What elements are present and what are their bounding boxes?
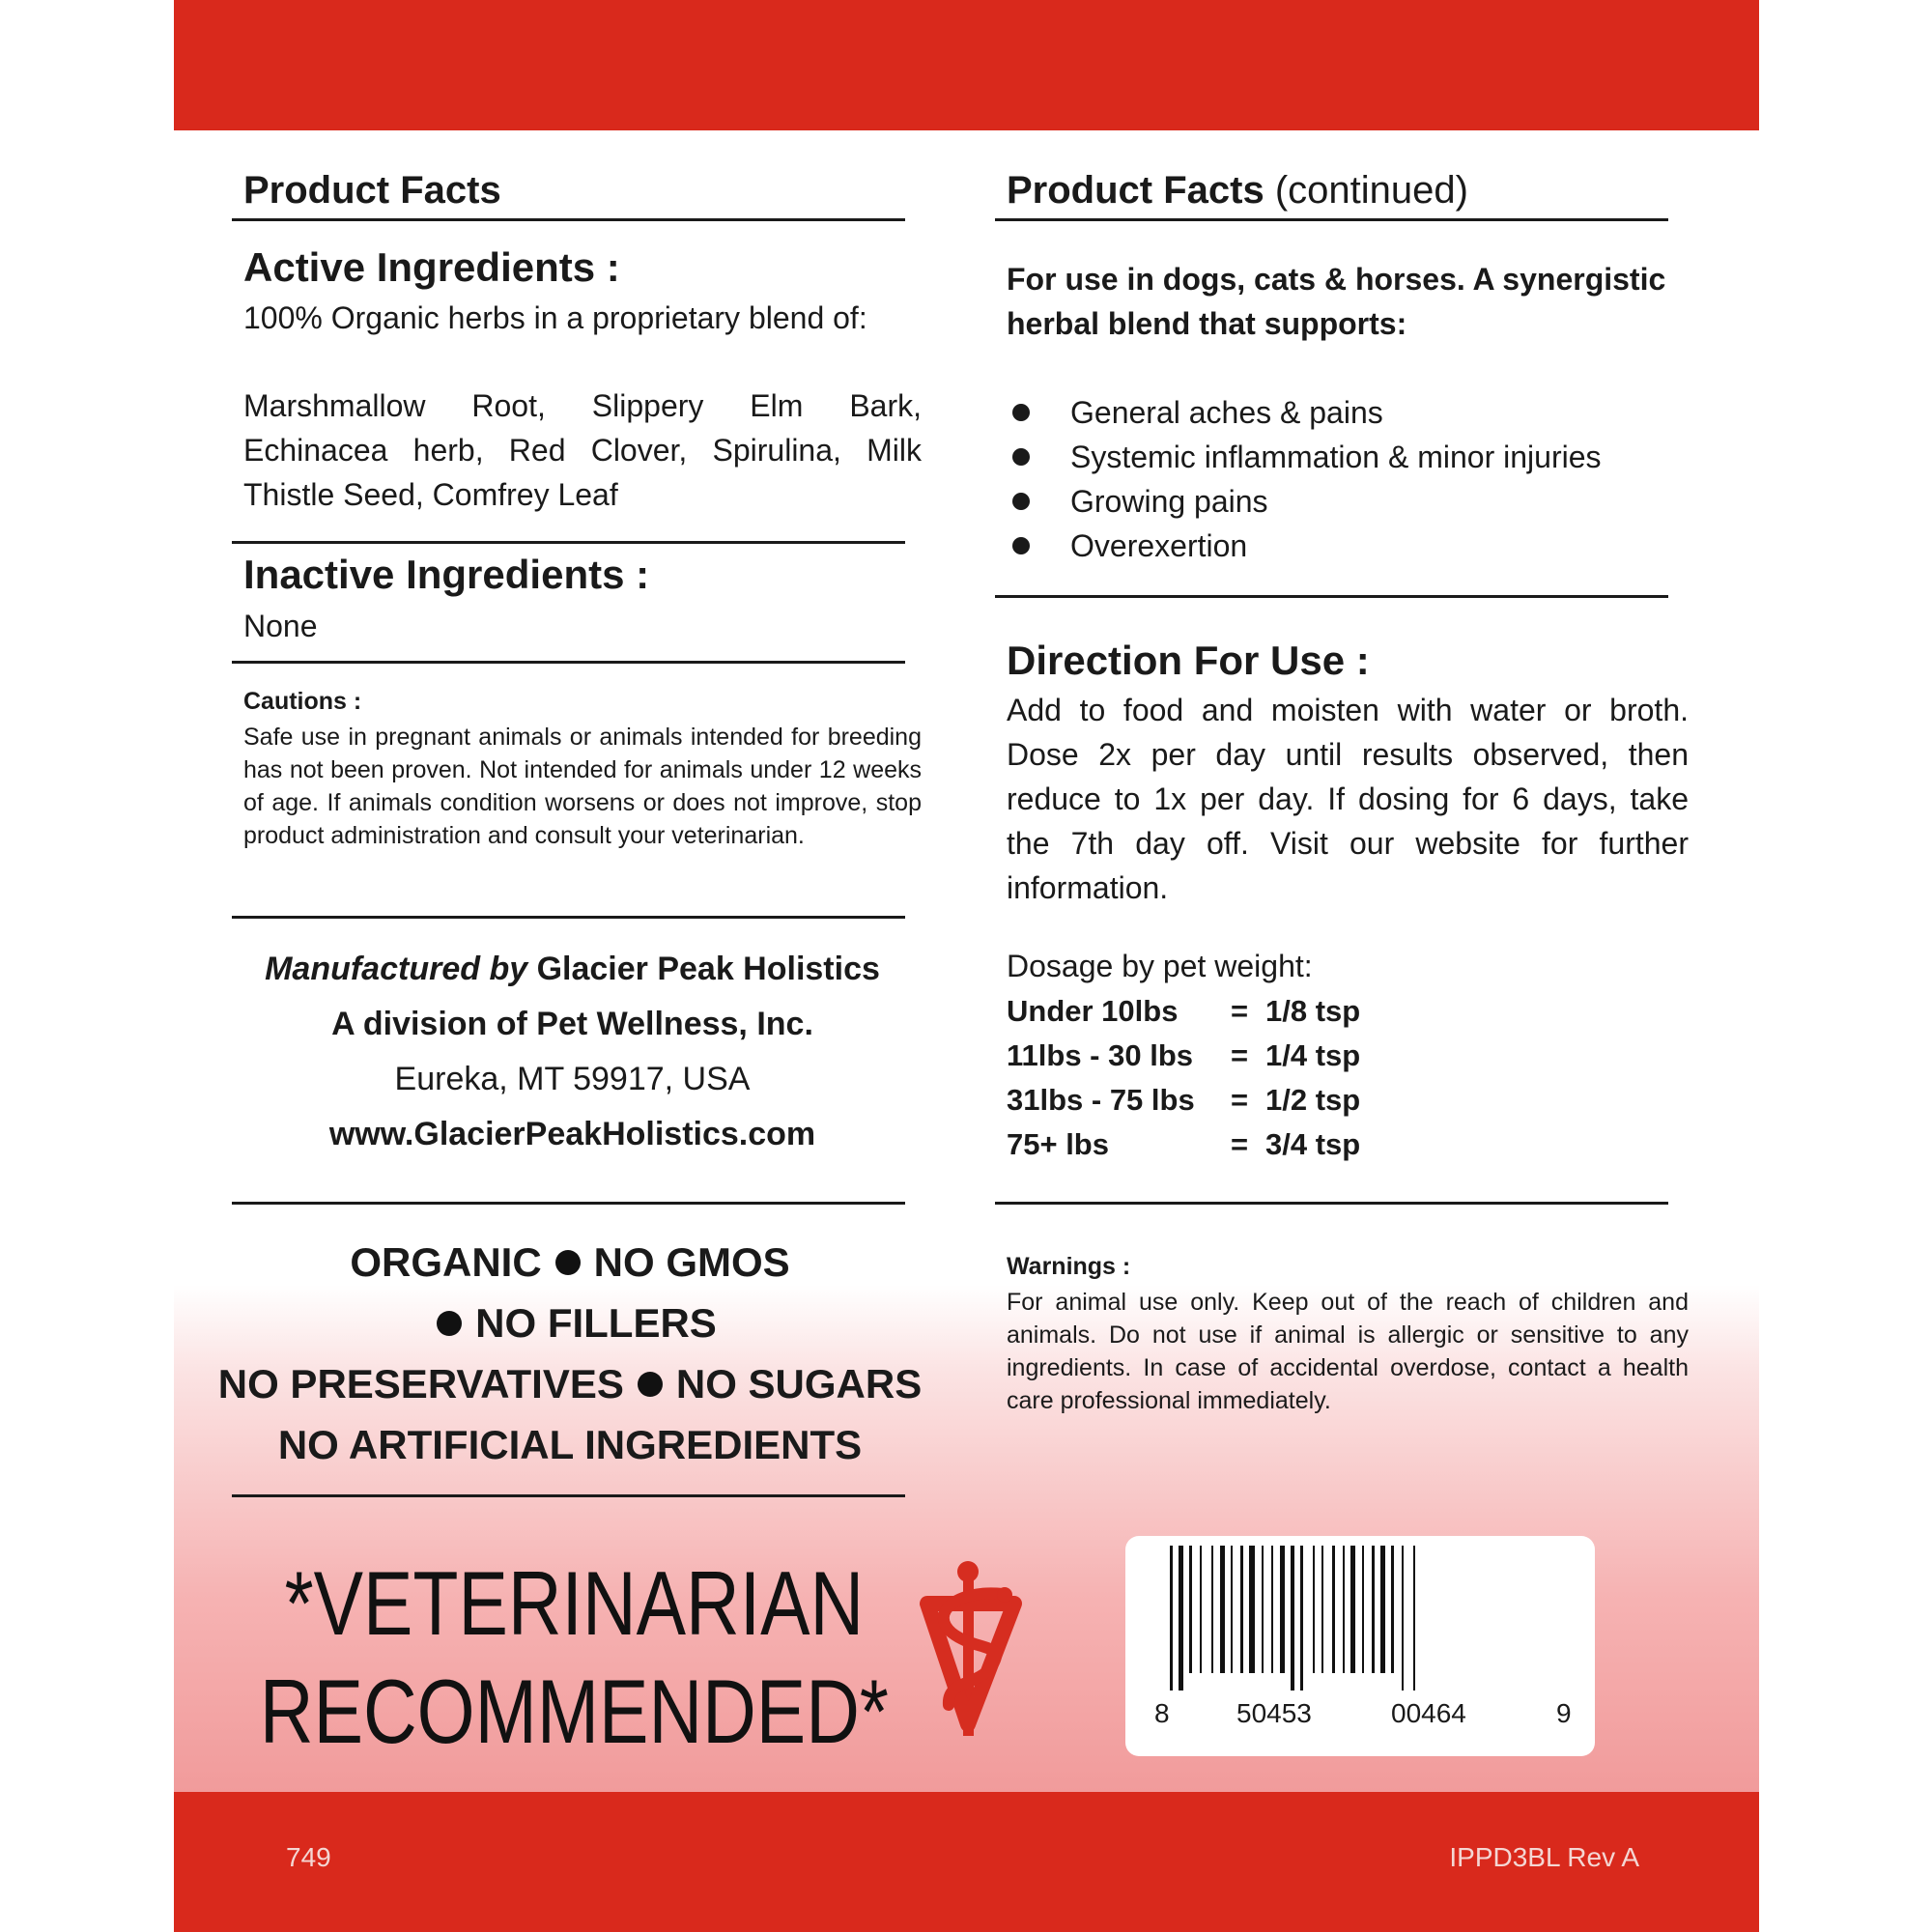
barcode-bar xyxy=(1231,1546,1233,1673)
cautions-text: Safe use in pregnant animals or animals intended for breeding has not been proven. Not intended for animals under 12 weeks of age. If animals condition worsens or does not improve, stop product administration and consult your veterinarian. xyxy=(243,724,922,849)
barcode-bar xyxy=(1189,1546,1192,1673)
claim-no-sugars: NO SUGARS xyxy=(675,1361,923,1406)
footer-left-code: 749 xyxy=(286,1842,331,1872)
vet-line-1: *VETERINARIAN xyxy=(284,1552,865,1654)
table-row xyxy=(1007,1078,1360,1122)
barcode-bar xyxy=(1280,1546,1285,1673)
barcode-bar xyxy=(1291,1546,1294,1690)
table-row xyxy=(1007,1034,1360,1078)
divider xyxy=(995,595,1668,598)
claim-no-artificial-ingredients: NO ARTIFICIAL INGREDIENTS xyxy=(277,1422,863,1467)
dosage-weight: 11lbs - 30 lbs xyxy=(1007,1038,1193,1072)
list-item xyxy=(1012,479,1602,524)
dosage-weight: 75+ lbs xyxy=(1007,1127,1109,1161)
barcode-bar xyxy=(1249,1546,1255,1673)
barcode-bar xyxy=(1271,1546,1273,1673)
list-item xyxy=(1012,524,1602,568)
barcode-bar xyxy=(1240,1546,1243,1673)
right-section-title xyxy=(1007,169,1468,213)
dosage-amount: 1/2 tsp xyxy=(1265,1083,1361,1117)
barcode-bar xyxy=(1402,1546,1404,1690)
claims-line-2 xyxy=(203,1293,937,1353)
divider xyxy=(232,218,905,221)
bottom-color-band xyxy=(174,1792,1759,1932)
dosage-weight: Under 10lbs xyxy=(1007,994,1179,1028)
barcode-bar xyxy=(1300,1546,1303,1690)
active-ingredients-intro: 100% Organic herbs in a proprietary blend of: xyxy=(243,300,867,335)
dosage-equals: = xyxy=(1231,1127,1249,1161)
manufacturer-website: www.GlacierPeakHolistics.com xyxy=(328,1116,816,1152)
barcode-bar xyxy=(1321,1546,1323,1673)
manufacturer-name: Glacier Peak Holistics xyxy=(527,951,880,987)
claim-no-preservatives: NO PRESERVATIVES xyxy=(217,1361,624,1406)
inactive-ingredients-value: None xyxy=(243,609,318,643)
claim-organic: ORGANIC xyxy=(350,1239,542,1285)
claim-no-gmos: NO GMOS xyxy=(593,1239,790,1285)
list-item-text: General aches & pains xyxy=(1070,395,1383,430)
claims-line-3 xyxy=(203,1353,937,1414)
manufacturer-division: A division of Pet Wellness, Inc. xyxy=(331,1006,813,1042)
barcode-bar xyxy=(1343,1546,1345,1673)
divider xyxy=(995,218,1668,221)
dosage-weight: 31lbs - 75 lbs xyxy=(1007,1083,1195,1117)
barcode-bar xyxy=(1211,1546,1213,1673)
manufacturer-prefix: Manufactured by xyxy=(265,951,528,987)
list-item xyxy=(1012,390,1602,435)
usage-intro: For use in dogs, cats & horses. A synergistic herbal blend that supports: xyxy=(1007,262,1666,341)
right-title-main: Product Facts xyxy=(1007,169,1264,212)
table-row xyxy=(1007,989,1360,1034)
barcode-bar xyxy=(1362,1546,1364,1673)
dosage-equals: = xyxy=(1231,1083,1249,1117)
bullet-icon xyxy=(638,1372,663,1397)
bullet-icon xyxy=(1012,448,1030,466)
directions-text: Add to food and moisten with water or broth. Dose 2x per day until results observed, then reduce to 1x per day. If dosing for 6 days, take the 7th day off. Visit our website for further information. xyxy=(1007,693,1689,905)
barcode-bar xyxy=(1332,1546,1335,1673)
barcode-bar xyxy=(1262,1546,1264,1673)
barcode-bar xyxy=(1391,1546,1394,1673)
warnings-text: For animal use only. Keep out of the reach of children and animals. Do not use if animal is allergic or sensitive to any ingredients. In case of accidental overdose, contact a health care professional immediately. xyxy=(1007,1289,1689,1414)
divider xyxy=(232,541,905,544)
bullet-icon xyxy=(1012,404,1030,421)
supports-list xyxy=(1012,390,1602,568)
cautions-heading: Cautions : xyxy=(243,688,362,715)
bullet-icon xyxy=(1012,537,1030,554)
barcode-bar xyxy=(1170,1546,1173,1690)
dosage-label: Dosage by pet weight: xyxy=(1007,949,1313,983)
claims-block xyxy=(203,1232,937,1475)
vet-line-2: RECOMMENDED* xyxy=(259,1661,889,1762)
dosage-equals: = xyxy=(1231,994,1249,1028)
claims-line-4 xyxy=(203,1414,937,1475)
barcode xyxy=(1125,1536,1595,1756)
barcode-bar xyxy=(1220,1546,1225,1673)
list-item-text: Systemic inflammation & minor injuries xyxy=(1070,440,1602,474)
claim-no-fillers: NO FILLERS xyxy=(475,1300,717,1346)
left-section-title: Product Facts xyxy=(243,169,501,212)
right-title-suffix: (continued) xyxy=(1264,169,1468,212)
product-label xyxy=(174,0,1759,1932)
dosage-amount: 3/4 tsp xyxy=(1265,1127,1361,1161)
active-ingredients-heading: Active Ingredients : xyxy=(243,244,620,290)
list-item-text: Growing pains xyxy=(1070,484,1268,519)
barcode-bar xyxy=(1350,1546,1355,1673)
directions-heading: Direction For Use : xyxy=(1007,638,1370,683)
divider xyxy=(232,1494,905,1497)
barcode-digit: 50453 xyxy=(1236,1698,1312,1728)
divider xyxy=(232,916,905,919)
inactive-ingredients-heading: Inactive Ingredients : xyxy=(243,552,650,597)
barcode-bar xyxy=(1380,1546,1385,1673)
manufacturer-address: Eureka, MT 59917, USA xyxy=(394,1061,751,1097)
dosage-amount: 1/8 tsp xyxy=(1265,994,1361,1028)
table-row xyxy=(1007,1122,1360,1167)
top-color-band xyxy=(174,0,1759,130)
bullet-icon xyxy=(437,1311,462,1336)
bullet-icon xyxy=(1012,493,1030,510)
barcode-bars xyxy=(1170,1546,1556,1690)
dosage-table xyxy=(1007,989,1360,1167)
bullet-icon xyxy=(555,1250,581,1275)
barcode-bar xyxy=(1200,1546,1202,1673)
barcode-bar xyxy=(1413,1546,1415,1690)
barcode-digit: 9 xyxy=(1556,1698,1572,1728)
barcode-digit: 00464 xyxy=(1391,1698,1466,1728)
active-ingredients-list: Marshmallow Root, Slippery Elm Bark, Echinacea herb, Red Clover, Spirulina, Milk Thistle Seed, Comfrey Leaf xyxy=(243,388,922,512)
dosage-amount: 1/4 tsp xyxy=(1265,1038,1361,1072)
dosage-equals: = xyxy=(1231,1038,1249,1072)
list-item-text: Overexertion xyxy=(1070,528,1248,563)
footer-right-code: IPPD3BL Rev A xyxy=(1449,1842,1639,1872)
divider xyxy=(232,661,905,664)
claims-line-1 xyxy=(203,1232,937,1293)
manufacturer-block xyxy=(232,942,913,1162)
divider xyxy=(232,1202,905,1205)
list-item xyxy=(1012,435,1602,479)
manufacturer-line xyxy=(232,942,913,997)
divider xyxy=(995,1202,1668,1205)
veterinarian-recommended xyxy=(242,1549,907,1766)
warnings-heading: Warnings : xyxy=(1007,1253,1131,1280)
barcode-bar xyxy=(1313,1546,1315,1673)
barcode-digit: 8 xyxy=(1154,1698,1170,1728)
barcode-bar xyxy=(1179,1546,1183,1690)
veterinary-caduceus-icon xyxy=(918,1560,1024,1753)
barcode-bar xyxy=(1372,1546,1375,1673)
